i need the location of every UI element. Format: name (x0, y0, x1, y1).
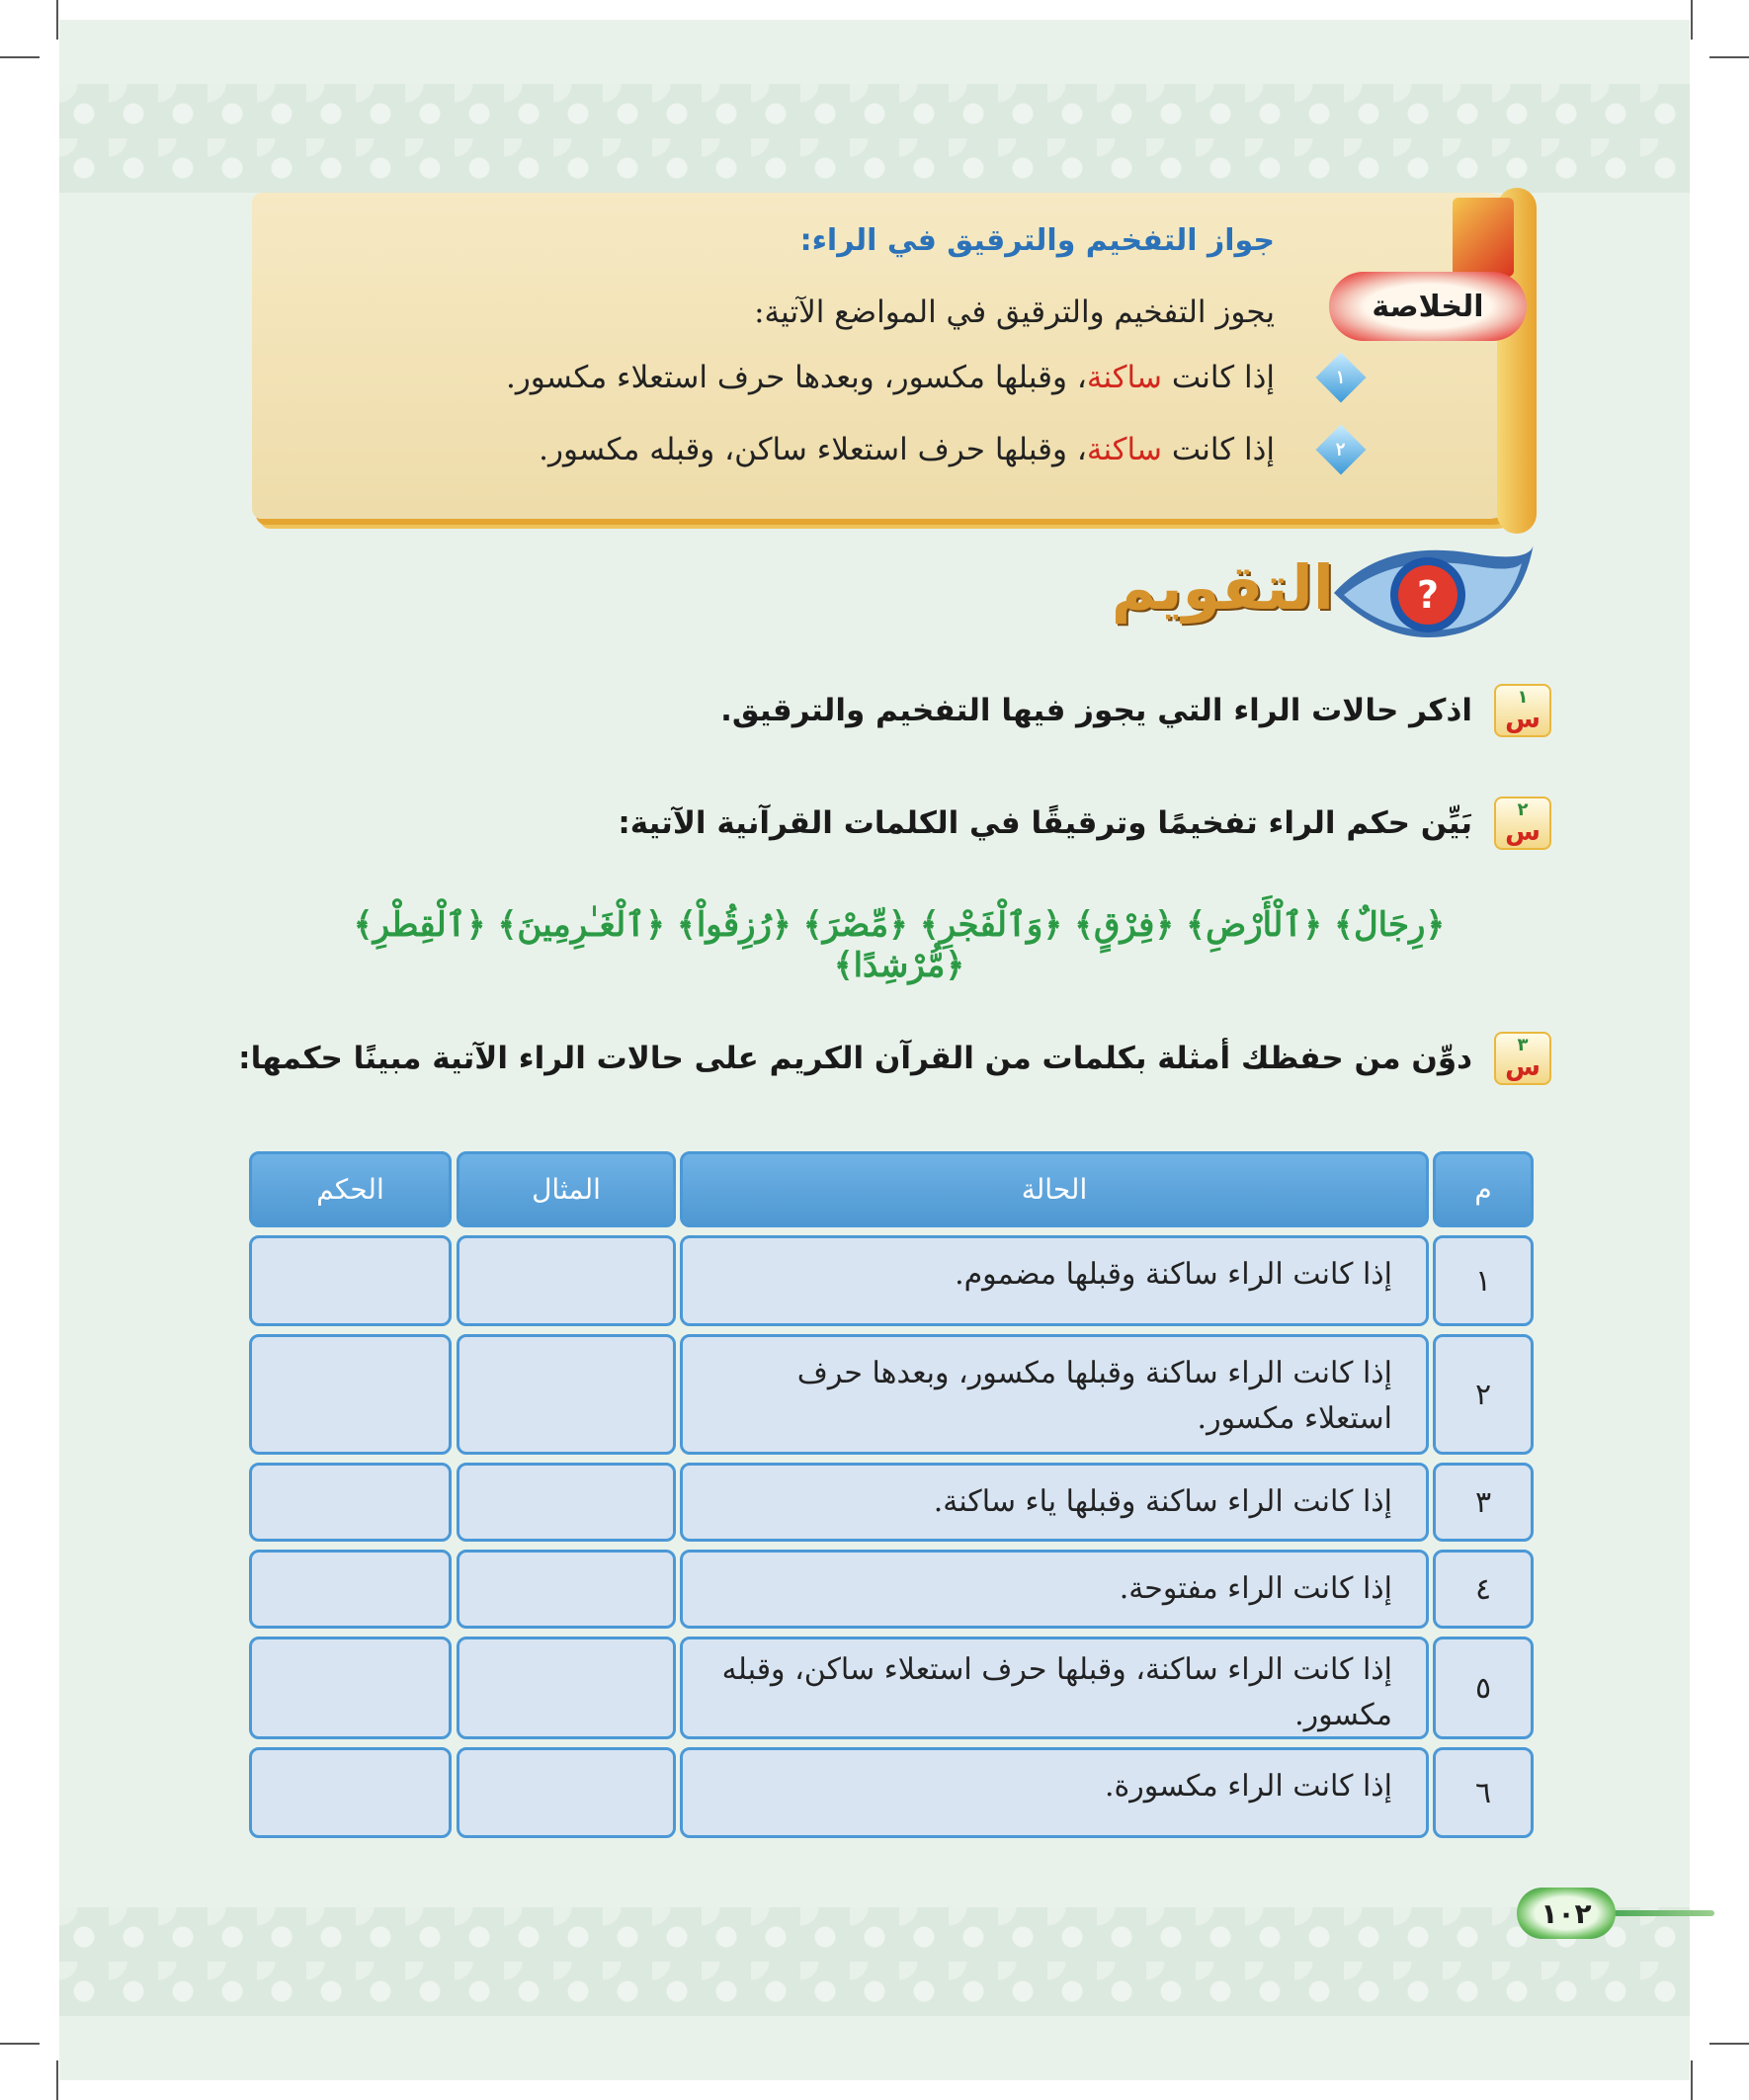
ornament-band-top (59, 84, 1690, 193)
hokm-cell[interactable] (249, 1550, 452, 1629)
crop-mark (56, 2060, 58, 2100)
hokm-cell[interactable] (249, 1747, 452, 1838)
crop-mark (1691, 2060, 1693, 2100)
question-1 (720, 684, 1551, 737)
summary-badge: الخلاصة (1329, 272, 1527, 341)
summary-intro: يجوز التفخيم والترقيق في المواضع الآتية: (754, 294, 1275, 330)
row-number: ٣ (1433, 1463, 1534, 1542)
question-3 (238, 1032, 1551, 1085)
row-number: ٥ (1433, 1637, 1534, 1739)
summary-item (539, 432, 1346, 467)
hokm-cell[interactable] (249, 1463, 452, 1542)
hala-cell: إذا كانت الراء ساكنة، وقبلها حرف استعلاء ساكن، وقبله مكسور. (680, 1637, 1429, 1739)
row-number: ٦ (1433, 1747, 1534, 1838)
row-number: ٤ (1433, 1550, 1534, 1629)
question-badge-icon: ٢ س (1494, 797, 1551, 850)
row-number: ١ (1433, 1235, 1534, 1326)
crop-mark (0, 2043, 40, 2045)
hokm-cell[interactable] (249, 1235, 452, 1326)
question-2 (618, 797, 1551, 850)
crop-mark (1709, 56, 1749, 58)
hokm-cell[interactable] (249, 1334, 452, 1455)
hala-cell: إذا كانت الراء ساكنة وقبلها ياء ساكنة. (680, 1463, 1429, 1542)
hokm-cell[interactable] (249, 1637, 452, 1739)
crop-mark (56, 0, 58, 40)
table-row (249, 1550, 1534, 1629)
summary-item-highlight: ساكنة (1086, 432, 1162, 467)
page-number: ١٠٢ (1517, 1888, 1616, 1939)
quran-words: ﴿رِجَالٌ﴾ ﴿ٱلْأَرْضِ﴾ ﴿فِرْقٍ﴾ ﴿وَٱلْفَجْرِ﴾ ﴿مِّصْرَ﴾ ﴿رُزِقُواْ﴾ ﴿ٱلْغَـٰرِمِينَ﴾ ﴿ٱلْقِطْرِ﴾ ﴿مُّرْشِدًا﴾ (353, 905, 1446, 985)
row-number: ٢ (1433, 1334, 1534, 1455)
table-row (249, 1747, 1534, 1838)
summary-item-text: ، وقبلها مكسور، وبعدها حرف استعلاء مكسور. (505, 360, 1087, 395)
crop-mark (1691, 0, 1693, 40)
numbered-diamond-icon: ٢ (1316, 425, 1367, 475)
ornament-band-bottom (59, 1907, 1690, 2016)
mithal-cell[interactable] (457, 1463, 676, 1542)
crop-mark (1709, 2043, 1749, 2045)
hala-cell: إذا كانت الراء مكسورة. (680, 1747, 1429, 1838)
question-badge-icon: ٣ س (1494, 1032, 1551, 1085)
question-text: دوِّن من حفظك أمثلة بكلمات من القرآن الكريم على حالات الراء الآتية مبينًا حكمها: (238, 1041, 1472, 1076)
header-hokm: الحكم (249, 1151, 452, 1227)
mithal-cell[interactable] (457, 1235, 676, 1326)
summary-item-highlight: ساكنة (1086, 360, 1162, 395)
mithal-cell[interactable] (457, 1747, 676, 1838)
header-m: م (1433, 1151, 1534, 1227)
summary-item-text: ، وقبلها حرف استعلاء ساكن، وقبله مكسور. (539, 432, 1087, 467)
table-row (249, 1334, 1534, 1455)
table-row (249, 1463, 1534, 1542)
header-mithal: المثال (457, 1151, 676, 1227)
summary-item-text: إذا كانت (1161, 432, 1275, 467)
hala-cell: إذا كانت الراء مفتوحة. (680, 1550, 1429, 1629)
question-eye-icon (1324, 534, 1537, 647)
table-row (249, 1637, 1534, 1739)
header-hala: الحالة (680, 1151, 1429, 1227)
ribbon-flag-icon (1453, 198, 1514, 277)
summary-title: جواز التفخيم والترقيق في الراء: (799, 223, 1275, 258)
svg-text:?: ? (1416, 573, 1440, 617)
mithal-cell[interactable] (457, 1334, 676, 1455)
hala-cell: إذا كانت الراء ساكنة وقبلها مكسور، وبعدها حرف استعلاء مكسور. (680, 1334, 1429, 1455)
question-text: اذكر حالات الراء التي يجوز فيها التفخيم والترقيق. (720, 693, 1472, 728)
mithal-cell[interactable] (457, 1550, 676, 1629)
crop-mark (0, 56, 40, 58)
table-header-row (249, 1151, 1534, 1227)
evaluation-title: التقويم (1111, 551, 1334, 624)
question-badge-icon: ١ س (1494, 684, 1551, 737)
numbered-diamond-icon: ١ (1316, 353, 1367, 403)
question-text: بَيِّن حكم الراء تفخيمًا وترقيقًا في الكلمات القرآنية الآتية: (618, 805, 1472, 841)
hala-cell: إذا كانت الراء ساكنة وقبلها مضموم. (680, 1235, 1429, 1326)
mithal-cell[interactable] (457, 1637, 676, 1739)
summary-item-text: إذا كانت (1161, 360, 1275, 395)
summary-item (505, 360, 1346, 395)
table-row (249, 1235, 1534, 1326)
